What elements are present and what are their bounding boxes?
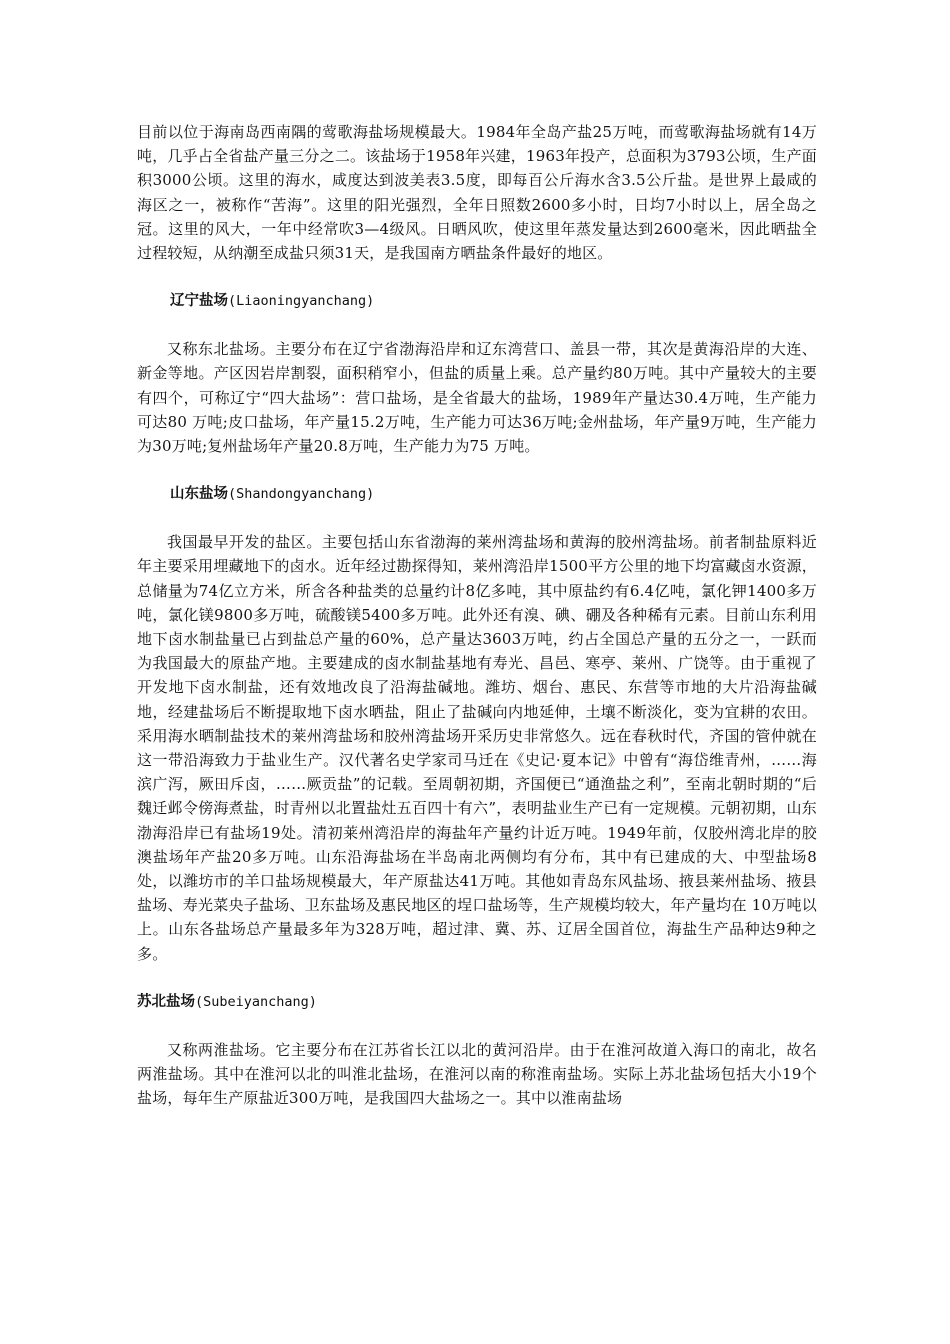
heading-text: 苏北盐场 (137, 993, 195, 1010)
heading-romanization: (Shandongyanchang) (228, 486, 375, 503)
paragraph-shandong: 我国最早开发的盐区。主要包括山东省渤海的莱州湾盐场和黄海的胶州湾盐场。前者制盐原料近年主要采用埋藏地下的卤水。近年经过勘探得知，莱州湾沿岸1500平方公里的地下均富藏卤水资源，总储量为74亿立方米，所含各种盐类的总量约计8亿多吨，其中原盐约有6.4亿吨，氯化钾1400多万吨，氯化镁9800多万吨，硫酸镁5400多万吨。此外还有溴、碘、硼及各种稀有元素。目前山东利用地下卤水制盐量已占到盐总产量的60%，总产量达3603万吨，约占全国总产量的五分之一，一跃而为我国最大的原盐产地。主要建成的卤水制盐基地有寿光、昌邑、寒亭、莱州、广饶等。由于重视了开发地下卤水制盐，还有效地改良了沿海盐碱地。潍坊、烟台、惠民、东营等市地的大片沿海盐碱地，经建盐场后不断提取地下卤水晒盐，阻止了盐碱向内地延伸，土壤不断淡化，变为宜耕的农田。采用海水晒制盐技术的莱州湾盐场和胶州湾盐场开采历史非常悠久。远在春秋时代，齐国的管仲就在这一带沿海致力于盐业生产。汉代著名史学家司马迁在《史记·夏本记》中曾有“海岱维青州，……海滨广泻，厥田斥卤，……厥贡盐”的记载。至周朝初期，齐国便已“通渔盐之利”，至南北朝时期的“后魏迁邺令傍海煮盐，时青州以北置盐灶五百四十有六”，表明盐业生产已有一定规模。元朝初期，山东渤海沿岸已有盐场19处。清初莱州湾沿岸的海盐年产量约计近万吨。1949年前，仅胶州湾北岸的胶澳盐场年产盐20多万吨。山东沿海盐场在半岛南北两侧均有分布，其中有已建成的大、中型盐场8处，以潍坊市的羊口盐场规模最大，年产原盐达41万吨。其他如青岛东风盐场、掖县莱州盐场、掖县盐场、寿光菜央子盐场、卫东盐场及惠民地区的埕口盐场等，生产规模均较大，年产量均在 10万吨以上。山东各盐场总产量最多年为328万吨，超过津、冀、苏、辽居全国首位，海盐生产品种达9种之多。 (137, 533, 817, 963)
document-page (137, 120, 817, 1111)
section-heading-shandong (137, 482, 817, 506)
spacer (137, 458, 817, 482)
spacer (137, 966, 817, 990)
paragraph-liaoning: 又称东北盐场。主要分布在辽宁省渤海沿岸和辽东湾营口、盖县一带，其次是黄海沿岸的大连、新金等地。产区因岩岸割裂，面积稍窄小，但盐的质量上乘。总产量约80万吨。其中产量较大的主要有四个，可称辽宁“四大盐场”：营口盐场，是全省最大的盐场，1989年产量达30.4万吨，生产能力可达80 万吨;皮口盐场，年产量15.2万吨，生产能力可达36万吨;金州盐场，年产量9万吨，生产能力为30万吨;复州盐场年产量20.8万吨，生产能力为75 万吨。 (137, 340, 817, 456)
heading-romanization: (Liaoningyanchang) (228, 293, 375, 310)
spacer (137, 506, 817, 530)
spacer (137, 313, 817, 337)
spacer (137, 1014, 817, 1038)
paragraph-hainan-yingge-sea: 目前以位于海南岛西南隅的莺歌海盐场规模最大。1984年全岛产盐25万吨，而莺歌海盐场就有14万吨，几乎占全省盐产量三分之二。该盐场于1958年兴建，1963年投产，总面积为3793公顷，生产面积3000公顷。这里的海水，咸度达到波美表3.5度，即每百公斤海水含3.5公斤盐。是世界上最咸的海区之一，被称作“苦海”。这里的阳光强烈，全年日照数2600多小时，日均7小时以上，居全岛之冠。这里的风大，一年中经常吹3—4级风。日晒风吹，使这里年蒸发量达到2600毫米，因此晒盐全过程较短，从纳潮至成盐只须31天，是我国南方晒盐条件最好的地区。 (137, 123, 817, 263)
heading-text: 山东盐场 (170, 486, 228, 503)
heading-romanization: (Subeiyanchang) (195, 993, 317, 1010)
section-heading-liaoning (137, 289, 817, 313)
spacer (137, 265, 817, 289)
section-heading-subei (137, 990, 817, 1014)
paragraph-subei: 又称两淮盐场。它主要分布在江苏省长江以北的黄河沿岸。由于在淮河故道入海口的南北，故名两淮盐场。其中在淮河以北的叫淮北盐场，在淮河以南的称淮南盐场。实际上苏北盐场包括大小19个盐场，每年生产原盐近300万吨，是我国四大盐场之一。其中以淮南盐场 (137, 1040, 817, 1108)
heading-text: 辽宁盐场 (170, 293, 228, 310)
